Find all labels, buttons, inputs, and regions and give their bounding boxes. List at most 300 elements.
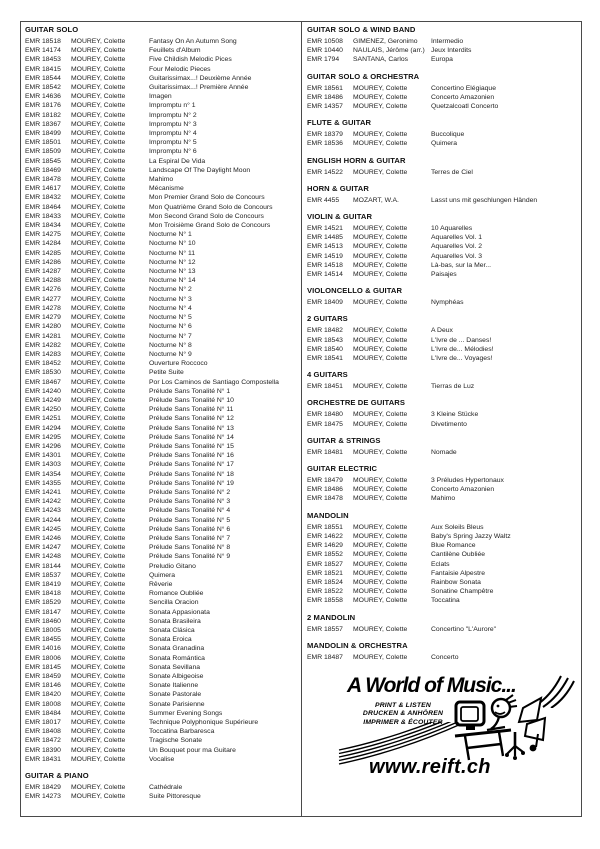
composer-name: MOUREY, Colette xyxy=(353,103,408,111)
work-title: Concertino "L'Aurore" xyxy=(431,625,497,633)
emr-number: EMR 14285 xyxy=(25,249,61,257)
emr-number: EMR 18480 xyxy=(307,411,343,419)
catalog-row xyxy=(25,285,298,294)
catalog-row xyxy=(25,147,298,156)
composer-name: MOUREY, Colette xyxy=(71,553,126,561)
work-title: Summer Evening Songs xyxy=(149,709,223,717)
catalog-row xyxy=(25,322,298,331)
section-orchestre-de-guitars xyxy=(307,398,578,428)
catalog-row xyxy=(25,120,298,129)
work-title: Divetimento xyxy=(431,420,467,428)
catalog-row xyxy=(25,221,298,230)
work-title: Prélude Sans Tonalité N° 12 xyxy=(149,415,234,423)
catalog-row xyxy=(307,196,578,205)
emr-number: EMR 14241 xyxy=(25,488,61,496)
section-title: 2 MANDOLIN xyxy=(307,612,356,622)
work-title: Nomade xyxy=(431,448,457,456)
composer-name: MOUREY, Colette xyxy=(71,590,126,598)
work-title: Impromptu N° 4 xyxy=(149,130,197,138)
emr-number: EMR 18484 xyxy=(25,709,61,717)
work-title: Lasst uns mit geschlungen Händen xyxy=(431,196,538,204)
section-title: ORCHESTRE DE GUITARS xyxy=(307,398,406,408)
catalog-row xyxy=(25,368,298,377)
emr-number: EMR 14485 xyxy=(307,234,343,242)
logo-line-drucken: DRUCKEN & ANHÖREN xyxy=(362,710,444,718)
emr-number: EMR 18176 xyxy=(25,102,61,110)
catalog-frame xyxy=(20,21,582,817)
emr-number: EMR 18481 xyxy=(307,448,343,456)
composer-name: MOUREY, Colette xyxy=(353,131,408,139)
catalog-row xyxy=(25,276,298,285)
composer-name: MOUREY, Colette xyxy=(71,84,126,92)
composer-name: MOUREY, Colette xyxy=(71,461,126,469)
emr-number: EMR 18561 xyxy=(307,84,343,92)
work-title: Impromptu N° 5 xyxy=(149,139,197,147)
work-title: Four Melodic Pieces xyxy=(149,65,211,73)
composer-name: MOUREY, Colette xyxy=(71,580,126,588)
logo-tagline: A World of Music... xyxy=(347,673,516,697)
composer-name: MOUREY, Colette xyxy=(353,560,408,568)
composer-name: MOUREY, Colette xyxy=(71,599,126,607)
composer-name: MOUREY, Colette xyxy=(71,341,126,349)
section-guitar-strings xyxy=(307,436,578,457)
catalog-row xyxy=(25,304,298,313)
catalog-row xyxy=(25,433,298,442)
work-title: Sonata Clásica xyxy=(149,627,195,634)
composer-name: MOUREY, Colette xyxy=(71,268,126,276)
catalog-row xyxy=(307,168,578,177)
work-title: Buccolique xyxy=(431,131,465,139)
emr-number: EMR 18478 xyxy=(307,495,343,503)
section-horn-guitar xyxy=(307,184,578,205)
composer-name: MOUREY, Colette xyxy=(71,176,126,184)
catalog-row xyxy=(25,746,298,755)
work-title: Aquarelles Vol. 3 xyxy=(431,252,483,260)
composer-name: MOUREY, Colette xyxy=(353,168,408,176)
emr-number: EMR 18008 xyxy=(25,700,61,708)
emr-number: EMR 18542 xyxy=(25,84,61,92)
emr-number: EMR 18544 xyxy=(25,74,61,82)
composer-name: MOUREY, Colette xyxy=(71,157,126,165)
emr-number: EMR 1794 xyxy=(307,56,340,64)
emr-number: EMR 14518 xyxy=(307,261,343,269)
emr-number: EMR 14278 xyxy=(25,304,61,312)
section-title: GUITAR SOLO xyxy=(25,25,79,34)
composer-name: MOUREY, Colette xyxy=(71,534,126,542)
catalog-row xyxy=(25,267,298,276)
composer-name: MOUREY, Colette xyxy=(71,691,126,699)
emr-number: EMR 18460 xyxy=(25,617,61,625)
catalog-row xyxy=(25,258,298,267)
catalog-row xyxy=(25,239,298,248)
catalog-row xyxy=(25,129,298,138)
catalog-row xyxy=(307,84,578,93)
emr-number: EMR 18536 xyxy=(307,140,343,148)
emr-number: EMR 10440 xyxy=(307,47,343,55)
emr-number: EMR 18455 xyxy=(25,636,61,644)
work-title: L'Ivre de ... Danses! xyxy=(431,336,492,344)
composer-name: MOZART, W.A. xyxy=(353,196,399,204)
section-title: ENGLISH HORN & GUITAR xyxy=(307,155,406,165)
catalog-row xyxy=(25,249,298,258)
reift-logo xyxy=(341,673,579,788)
catalog-row xyxy=(25,470,298,479)
emr-number: EMR 18518 xyxy=(25,38,61,45)
work-title: Sonata Sevillana xyxy=(149,663,201,671)
emr-number: EMR 18499 xyxy=(25,130,61,138)
catalog-row xyxy=(25,92,298,101)
work-title: A Deux xyxy=(431,327,453,335)
catalog-row xyxy=(25,690,298,699)
emr-number: EMR 14296 xyxy=(25,442,61,450)
composer-name: MOUREY, Colette xyxy=(353,345,408,353)
catalog-row xyxy=(307,476,578,485)
work-title: Nocturne N° 9 xyxy=(149,350,192,358)
composer-name: MOUREY, Colette xyxy=(71,507,126,515)
catalog-row xyxy=(25,83,298,92)
composer-name: MOUREY, Colette xyxy=(353,261,408,269)
emr-number: EMR 18432 xyxy=(25,194,61,202)
logo-line-print: PRINT & LISTEN xyxy=(374,701,432,709)
catalog-row xyxy=(307,596,578,605)
work-title: Nocturne N° 7 xyxy=(149,332,192,340)
work-title: 3 Préludes Hypertonaux xyxy=(431,477,504,485)
catalog-row xyxy=(307,420,578,429)
work-title: Prélude Sans Tonalité N° 8 xyxy=(149,544,231,552)
composer-name: MOUREY, Colette xyxy=(71,737,126,745)
composer-name: MOUREY, Colette xyxy=(71,212,126,220)
emr-number: EMR 14244 xyxy=(25,516,61,524)
catalog-row xyxy=(25,663,298,672)
work-title: Quimera xyxy=(149,571,176,579)
catalog-row xyxy=(25,313,298,322)
composer-name: MOUREY, Colette xyxy=(71,120,126,128)
emr-number: EMR 18529 xyxy=(25,599,61,607)
work-title: Concerto Amazonien xyxy=(431,486,495,494)
emr-number: EMR 18501 xyxy=(25,139,61,147)
catalog-row xyxy=(25,654,298,663)
emr-number: EMR 18433 xyxy=(25,212,61,220)
composer-name: MOUREY, Colette xyxy=(353,625,408,633)
catalog-row xyxy=(25,589,298,598)
section-title: MANDOLIN xyxy=(307,510,349,520)
emr-number: EMR 18390 xyxy=(25,746,61,754)
work-title: Sonata Granadina xyxy=(149,645,205,653)
work-title: Prélude Sans Tonalité N° 5 xyxy=(149,516,231,524)
section-flute-guitar xyxy=(307,118,578,148)
emr-number: EMR 14288 xyxy=(25,277,61,285)
work-title: Sonate Italienne xyxy=(149,682,199,690)
composer-name: MOUREY, Colette xyxy=(353,542,408,550)
emr-number: EMR 18408 xyxy=(25,728,61,736)
catalog-row xyxy=(25,792,298,801)
catalog-row xyxy=(25,635,298,644)
work-title: Prélude Sans Tonalité N° 2 xyxy=(149,488,231,496)
work-title: Toccatina xyxy=(431,597,460,605)
emr-number: EMR 18464 xyxy=(25,203,61,211)
work-title: Nocturne N° 11 xyxy=(149,249,196,257)
catalog-row xyxy=(25,212,298,221)
composer-name: MOUREY, Colette xyxy=(71,571,126,579)
emr-number: EMR 18451 xyxy=(307,383,343,391)
catalog-row xyxy=(25,571,298,580)
catalog-row xyxy=(25,295,298,304)
emr-number: EMR 14357 xyxy=(307,103,343,111)
composer-name: MOUREY, Colette xyxy=(71,617,126,625)
composer-name: MOUREY, Colette xyxy=(71,470,126,478)
emr-number: EMR 18379 xyxy=(307,131,343,139)
composer-name: MOUREY, Colette xyxy=(353,225,408,233)
emr-number: EMR 18527 xyxy=(307,560,343,568)
emr-number: EMR 14245 xyxy=(25,525,61,533)
catalog-row xyxy=(25,460,298,469)
catalog-row xyxy=(25,193,298,202)
work-title: Tragische Sonate xyxy=(149,737,203,745)
work-title: Prélude Sans Tonalité N° 18 xyxy=(149,470,234,478)
composer-name: MOUREY, Colette xyxy=(71,350,126,358)
composer-name: MOUREY, Colette xyxy=(71,682,126,690)
composer-name: MOUREY, Colette xyxy=(71,525,126,533)
emr-number: EMR 14246 xyxy=(25,534,61,542)
emr-number: EMR 18543 xyxy=(307,336,343,344)
work-title: Prélude Sans Tonalité N° 7 xyxy=(149,534,231,542)
work-title: 10 Aquarelles xyxy=(431,225,473,233)
catalog-row xyxy=(25,203,298,212)
catalog-row xyxy=(307,224,578,233)
work-title: Five Childish Melodic Pices xyxy=(149,56,232,64)
work-title: Nocturne N° 4 xyxy=(149,304,192,312)
work-title: Impromptu N° 6 xyxy=(149,148,197,156)
composer-name: MOUREY, Colette xyxy=(71,332,126,340)
emr-number: EMR 4455 xyxy=(307,196,340,204)
section-title: 2 GUITARS xyxy=(307,314,348,324)
composer-name: MOUREY, Colette xyxy=(353,271,408,279)
emr-number: EMR 18006 xyxy=(25,654,61,662)
composer-name: MOUREY, Colette xyxy=(353,532,408,540)
work-title: Cantilène Oubliée xyxy=(431,551,486,559)
composer-name: MOUREY, Colette xyxy=(71,479,126,487)
catalog-row xyxy=(307,345,578,354)
section-title: MANDOLIN & ORCHESTRA xyxy=(307,640,408,650)
catalog-row xyxy=(25,598,298,607)
composer-name: MOUREY, Colette xyxy=(71,369,126,377)
work-title: Nocturne N° 3 xyxy=(149,295,192,303)
composer-name: MOUREY, Colette xyxy=(71,277,126,285)
section-mandolin xyxy=(307,511,578,606)
catalog-row xyxy=(307,541,578,550)
composer-name: MOUREY, Colette xyxy=(71,663,126,671)
emr-number: EMR 14249 xyxy=(25,396,61,404)
composer-name: MOUREY, Colette xyxy=(71,102,126,110)
work-title: Petite Suite xyxy=(149,369,184,377)
composer-name: MOUREY, Colette xyxy=(71,433,126,441)
catalog-row xyxy=(25,718,298,727)
emr-number: EMR 18509 xyxy=(25,148,61,156)
emr-number: EMR 18541 xyxy=(307,355,343,363)
composer-name: MOUREY, Colette xyxy=(71,746,126,754)
work-title: Nocturne N° 10 xyxy=(149,240,196,248)
emr-number: EMR 14275 xyxy=(25,231,61,239)
composer-name: SANTANA, Carlos xyxy=(353,56,409,64)
work-title: Nocturne N° 13 xyxy=(149,268,196,276)
work-title: Paisajes xyxy=(431,271,457,279)
emr-number: EMR 18367 xyxy=(25,120,61,128)
emr-number: EMR 14174 xyxy=(25,47,61,55)
work-title: Eclats xyxy=(431,560,450,568)
composer-name: MOUREY, Colette xyxy=(71,396,126,404)
emr-number: EMR 14629 xyxy=(307,542,343,550)
work-title: Prélude Sans Tonalité N° 1 xyxy=(149,387,231,395)
composer-name: MOUREY, Colette xyxy=(71,378,126,386)
catalog-row xyxy=(25,617,298,626)
catalog-row xyxy=(307,326,578,335)
catalog-row xyxy=(307,55,578,64)
composer-name: MOUREY, Colette xyxy=(353,523,408,531)
emr-number: EMR 18419 xyxy=(25,580,61,588)
composer-name: MOUREY, Colette xyxy=(353,448,408,456)
work-title: Technique Polyphonique Supérieure xyxy=(149,719,259,727)
work-title: Quimera xyxy=(431,140,458,148)
work-title: Prélude Sans Tonalité N° 14 xyxy=(149,433,234,441)
section-guitar-solo-wind-band xyxy=(307,25,578,65)
composer-name: MOUREY, Colette xyxy=(353,84,408,92)
section-2-guitars xyxy=(307,314,578,363)
work-title: Guitarissimax...! Deuxième Année xyxy=(149,74,252,82)
catalog-row xyxy=(307,448,578,457)
catalog-row xyxy=(307,233,578,242)
work-title: Nocturne N° 5 xyxy=(149,314,192,322)
work-title: Baby's Spring Jazzy Waltz xyxy=(431,532,511,540)
work-title: Là-bas, sur la Mer... xyxy=(431,261,492,269)
catalog-row xyxy=(25,580,298,589)
work-title: Cathédrale xyxy=(149,784,183,792)
emr-number: EMR 14243 xyxy=(25,507,61,515)
catalog-row xyxy=(307,93,578,102)
work-title: Prélude Sans Tonalité N° 15 xyxy=(149,442,234,450)
work-title: Aquarelles Vol. 2 xyxy=(431,243,483,251)
work-title: Aux Soleils Bleus xyxy=(431,523,484,531)
work-title: Rainbow Sonata xyxy=(431,578,481,586)
catalog-row xyxy=(307,336,578,345)
work-title: Sencilla Oracion xyxy=(149,599,199,607)
composer-name: MOUREY, Colette xyxy=(71,728,126,736)
work-title: Imagen xyxy=(149,93,172,101)
emr-number: EMR 14521 xyxy=(307,225,343,233)
emr-number: EMR 14519 xyxy=(307,252,343,260)
composer-name: MOUREY, Colette xyxy=(71,360,126,368)
catalog-row xyxy=(25,166,298,175)
section-title: 4 GUITARS xyxy=(307,370,348,380)
section-title: VIOLONCELLO & GUITAR xyxy=(307,286,403,296)
catalog-row xyxy=(307,578,578,587)
emr-number: EMR 18475 xyxy=(307,420,343,428)
composer-name: MOUREY, Colette xyxy=(71,700,126,708)
catalog-row xyxy=(25,387,298,396)
section-violoncello-guitar xyxy=(307,286,578,307)
composer-name: MOUREY, Colette xyxy=(71,249,126,257)
emr-number: EMR 18429 xyxy=(25,784,61,792)
work-title: Prélude Sans Tonalité N° 19 xyxy=(149,479,234,487)
work-title: Romance Oubliée xyxy=(149,590,204,598)
catalog-row xyxy=(25,230,298,239)
catalog-row xyxy=(307,653,578,662)
catalog-row xyxy=(307,354,578,363)
work-title: Rêverie xyxy=(149,580,173,588)
composer-name: MOUREY, Colette xyxy=(71,194,126,202)
composer-name: MOUREY, Colette xyxy=(71,47,126,55)
emr-number: EMR 14622 xyxy=(307,532,343,540)
emr-number: EMR 18147 xyxy=(25,608,61,616)
section-title: GUITAR SOLO & WIND BAND xyxy=(307,25,416,34)
section-title: HORN & GUITAR xyxy=(307,183,369,193)
composer-name: MOUREY, Colette xyxy=(71,415,126,423)
composer-name: MOUREY, Colette xyxy=(71,222,126,230)
catalog-row xyxy=(25,525,298,534)
emr-number: EMR 14280 xyxy=(25,323,61,331)
catalog-row xyxy=(307,298,578,307)
emr-number: EMR 18524 xyxy=(307,578,343,586)
catalog-row xyxy=(25,359,298,368)
composer-name: MOUREY, Colette xyxy=(71,755,126,763)
composer-name: MOUREY, Colette xyxy=(71,203,126,211)
emr-number: EMR 18146 xyxy=(25,682,61,690)
composer-name: MOUREY, Colette xyxy=(71,452,126,460)
composer-name: MOUREY, Colette xyxy=(71,286,126,294)
work-title: Concertino Elégiaque xyxy=(431,84,496,92)
catalog-row xyxy=(25,55,298,64)
emr-number: EMR 14303 xyxy=(25,461,61,469)
catalog-row xyxy=(25,516,298,525)
composer-name: MOUREY, Colette xyxy=(353,486,408,494)
work-title: Prélude Sans Tonalité N° 11 xyxy=(149,406,234,414)
catalog-row xyxy=(25,727,298,736)
catalog-row xyxy=(307,410,578,419)
catalog-row xyxy=(25,552,298,561)
emr-number: EMR 14294 xyxy=(25,424,61,432)
composer-name: MOUREY, Colette xyxy=(353,653,408,661)
catalog-row xyxy=(307,560,578,569)
emr-number: EMR 18478 xyxy=(25,176,61,184)
catalog-row xyxy=(25,184,298,193)
work-title: Sonata Brasileira xyxy=(149,617,201,625)
composer-name: MOUREY, Colette xyxy=(71,784,126,792)
work-title: Prélude Sans Tonalité N° 4 xyxy=(149,507,231,515)
emr-number: EMR 14250 xyxy=(25,406,61,414)
composer-name: MOUREY, Colette xyxy=(353,336,408,344)
catalog-row xyxy=(25,506,298,515)
composer-name: MOUREY, Colette xyxy=(71,65,126,73)
catalog-row xyxy=(25,442,298,451)
work-title: Suite Pittoresque xyxy=(149,793,201,801)
work-title: Sonate Albigeoise xyxy=(149,673,204,681)
composer-name: MOUREY, Colette xyxy=(71,673,126,681)
composer-name: MOUREY, Colette xyxy=(71,442,126,450)
emr-number: EMR 14248 xyxy=(25,553,61,561)
work-title: Landscape Of The Daylight Moon xyxy=(149,166,251,174)
work-title: Mon Second Grand Solo de Concours xyxy=(149,212,264,220)
section-title: FLUTE & GUITAR xyxy=(307,118,372,128)
work-title: Nocturne N° 2 xyxy=(149,286,192,294)
emr-number: EMR 18522 xyxy=(307,588,343,596)
composer-name: MOUREY, Colette xyxy=(353,597,408,605)
emr-number: EMR 18479 xyxy=(307,477,343,485)
composer-name: MOUREY, Colette xyxy=(71,424,126,432)
composer-name: MOUREY, Colette xyxy=(353,234,408,242)
composer-name: MOUREY, Colette xyxy=(353,383,408,391)
emr-number: EMR 14279 xyxy=(25,314,61,322)
work-title: Europa xyxy=(431,56,453,64)
composer-name: MOUREY, Colette xyxy=(71,231,126,239)
